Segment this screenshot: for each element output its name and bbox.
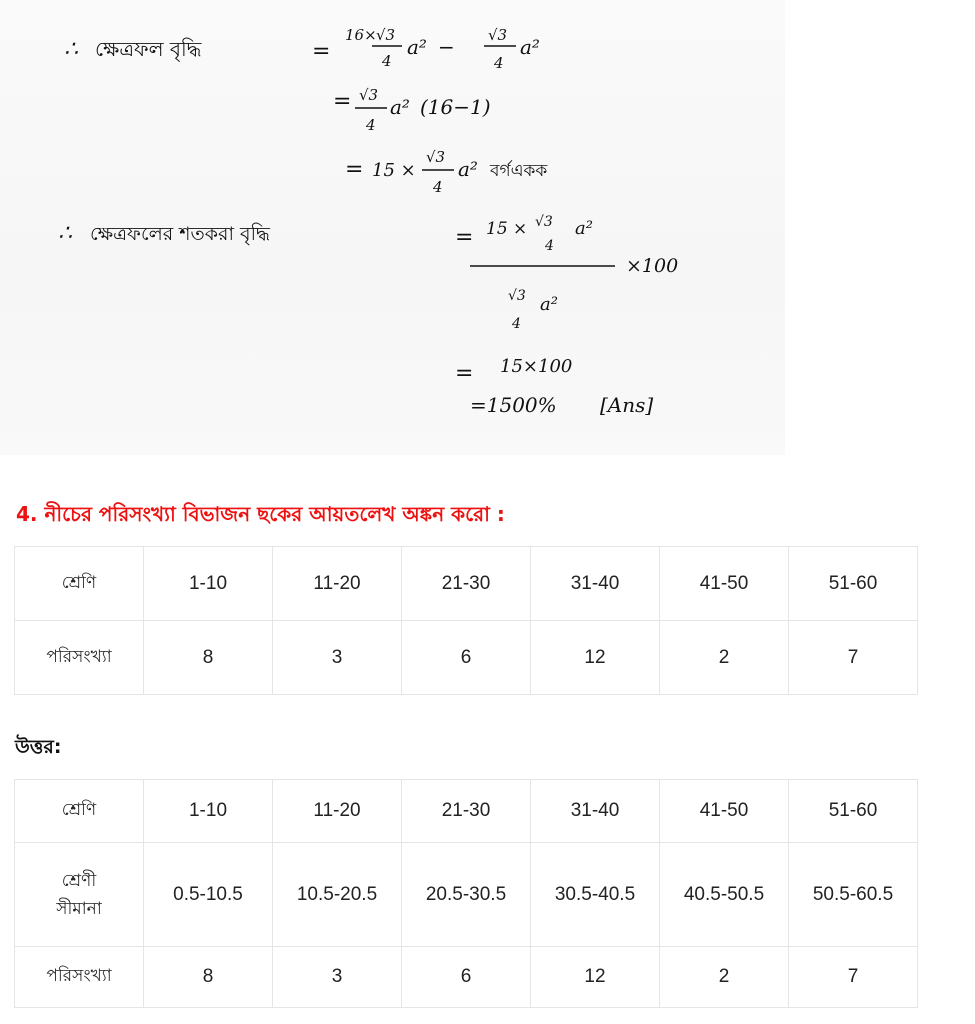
question-heading: 4. নীচের পরিসংখ্যা বিভাজন ছকের আয়তলেখ অঙ্কন করো : [16,502,505,526]
times-100: ×100 [626,255,679,277]
unit-square: বর্গএকক [490,161,548,181]
table-cell: 3 [273,947,402,1008]
denom-4: 4 [494,54,504,72]
sqrt3: √3 [376,26,396,44]
table-cell: 6 [402,947,531,1008]
question-frequency-table [14,546,918,695]
line-15x100: 15×100 [500,356,573,377]
row-header-line1: শ্রেণী [61,871,97,891]
table-cell: 0.5-10.5 [144,843,273,947]
label-area-increase: ক্ষেত্রফল বৃদ্ধি [95,37,202,61]
sqrt3: √3 [535,214,553,230]
table-cell: 41-50 [660,547,789,621]
table-cell: 1-10 [144,780,273,843]
table-cell: 30.5-40.5 [531,843,660,947]
equals-sign: = [333,89,352,114]
line-1500-percent: =1500% [470,393,557,417]
a-squared: a² [540,294,558,315]
coef-16: 16× [345,26,377,44]
row-header: শ্রেণি [15,547,144,621]
denom-4: 4 [512,316,521,332]
table-cell: 31-40 [531,780,660,843]
sqrt3: √3 [359,86,379,104]
table-cell: 20.5-30.5 [402,843,531,947]
table-cell: 21-30 [402,780,531,843]
coef-15: 15 × [372,160,416,181]
table-cell: 11-20 [273,547,402,621]
ans-mark: [Ans] [600,393,654,417]
table-row-class [15,547,918,621]
equals-sign: = [455,361,474,386]
table-cell: 41-50 [660,780,789,843]
table-cell: 21-30 [402,547,531,621]
handwritten-solution-image [0,0,785,455]
table-row-frequency [15,621,918,695]
row-header [15,843,144,947]
sqrt3: √3 [488,26,508,44]
answer-label: উত্তর: [15,736,62,758]
coef-15: 15 × [486,219,528,239]
equals-sign: = [312,39,331,64]
a-squared: a² [458,157,478,181]
table-row-class-boundary [15,843,918,947]
minus-sign: − [438,35,455,59]
table-cell: 2 [660,621,789,695]
table-row-class [15,780,918,843]
therefore-symbol: ∴ [64,37,78,62]
row-header: পরিসংখ্যা [15,947,144,1008]
table-cell: 7 [789,621,918,695]
answer-frequency-table [14,779,918,1008]
a-squared: a² [390,95,410,119]
table-cell: 1-10 [144,547,273,621]
equals-sign: = [345,157,364,182]
table-cell: 12 [531,947,660,1008]
table-cell: 3 [273,621,402,695]
row-header-line2: সীমানা [56,898,102,918]
table-cell: 10.5-20.5 [273,843,402,947]
table-cell: 11-20 [273,780,402,843]
table-cell: 7 [789,947,918,1008]
row-header: পরিসংখ্যা [15,621,144,695]
a-squared: a² [575,218,593,239]
sqrt3: √3 [508,288,526,304]
label-percent-increase: ক্ষেত্রফলের শতকরা বৃদ্ধি [90,223,270,245]
denom-4: 4 [545,238,554,254]
table-cell: 6 [402,621,531,695]
equals-sign: = [455,225,474,250]
row-header: শ্রেণি [15,780,144,843]
denom-4: 4 [433,178,443,196]
table-cell: 8 [144,947,273,1008]
table-cell: 51-60 [789,547,918,621]
table-cell: 51-60 [789,780,918,843]
denom-4: 4 [366,116,376,134]
therefore-symbol: ∴ [58,221,72,246]
table-row-frequency [15,947,918,1008]
table-cell: 12 [531,621,660,695]
table-cell: 40.5-50.5 [660,843,789,947]
table-cell: 8 [144,621,273,695]
sqrt3: √3 [426,148,446,166]
denom-4: 4 [382,52,392,70]
table-cell: 50.5-60.5 [789,843,918,947]
table-cell: 2 [660,947,789,1008]
handwritten-math-figure [0,0,785,455]
a-squared: a² [520,35,540,59]
a-squared: a² [407,35,427,59]
table-cell: 31-40 [531,547,660,621]
paren-16-1: (16−1) [420,95,491,119]
